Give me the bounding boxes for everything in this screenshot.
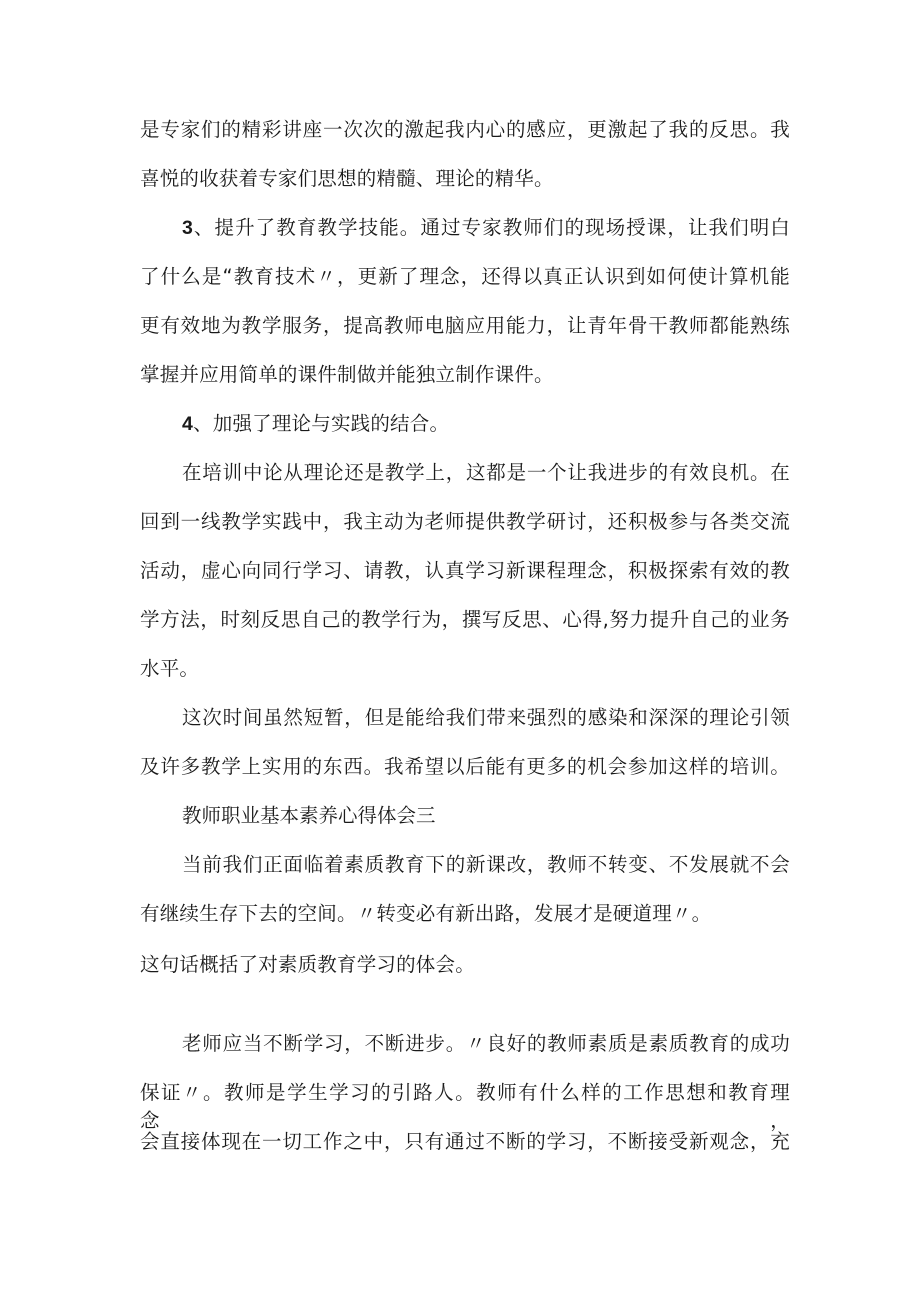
paragraph-8-line-2: 保证〃。教师是学生学习的引路人。教师有什么样的工作思想和教育理念， bbox=[140, 1081, 790, 1132]
paragraph-4-line-3: 活动，虚心向同行学习、请教，认真学习新课程理念，积极探索有效的教 bbox=[140, 559, 790, 582]
paragraph-3-line-1 bbox=[182, 410, 832, 438]
list-number-3: 3 bbox=[182, 217, 194, 239]
paragraph-4-line-2: 回到一线教学实践中，我主动为老师提供教学研讨，还积极参与各类交流 bbox=[140, 510, 790, 533]
paragraph-2-line-2: 了什么是“教育技术〃，更新了理念，还得以真正认识到如何使计算机能 bbox=[140, 265, 790, 288]
paragraph-7-line-1: 这句话概括了对素质教育学习的体会。 bbox=[140, 953, 475, 976]
paragraph-4-line-1: 在培训中论从理论还是教学上，这都是一个让我进步的有效良机。在 bbox=[182, 461, 790, 484]
paragraph-5-line-2: 及许多教学上实用的东西。我希望以后能有更多的机会参加这样的培训。 bbox=[140, 755, 790, 778]
paragraph-8-line-3: 会直接体现在一切工作之中，只有通过不断的学习，不断接受新观念，充 bbox=[140, 1130, 790, 1153]
paragraph-3-line-1-text: 、加强了理论与实践的结合。 bbox=[193, 412, 450, 435]
list-number-4: 4 bbox=[182, 413, 194, 435]
paragraph-6-line-1: 当前我们正面临着素质教育下的新课改，教师不转变、不发展就不会 bbox=[182, 853, 790, 876]
paragraph-1-line-2: 喜悦的收获着专家们思想的精髓、理论的精华。 bbox=[140, 167, 554, 190]
paragraph-1-line-1: 是专家们的精彩讲座一次次的激起我内心的感应，更激起了我的反思。我 bbox=[140, 118, 790, 141]
paragraph-2-line-3: 更有效地为教学服务，提高教师电脑应用能力，让青年骨干教师都能熟练 bbox=[140, 314, 790, 337]
paragraph-6-line-2: 有继续生存下去的空间。〃转变必有新出路，发展才是硬道理〃。 bbox=[140, 902, 712, 925]
paragraph-8-line-1: 老师应当不断学习，不断进步。〃良好的教师素质是素质教育的成功 bbox=[182, 1032, 790, 1055]
paragraph-4-line-5: 水平。 bbox=[140, 657, 200, 680]
paragraph-2-line-4: 掌握并应用简单的课件制做并能独立制作课件。 bbox=[140, 363, 554, 386]
paragraph-5-line-1: 这次时间虽然短暂，但是能给我们带来强烈的感染和深深的理论引领 bbox=[182, 706, 790, 729]
section-title: 教师职业基本素养心得体会三 bbox=[182, 804, 436, 827]
paragraph-4-line-4: 学方法，时刻反思自己的教学行为，撰写反思、心得,努力提升自己的业务 bbox=[140, 608, 790, 631]
paragraph-2-line-1 bbox=[182, 214, 790, 242]
paragraph-2-line-1-text: 、提升了教育教学技能。通过专家教师们的现场授课，让我们明白 bbox=[193, 216, 790, 239]
